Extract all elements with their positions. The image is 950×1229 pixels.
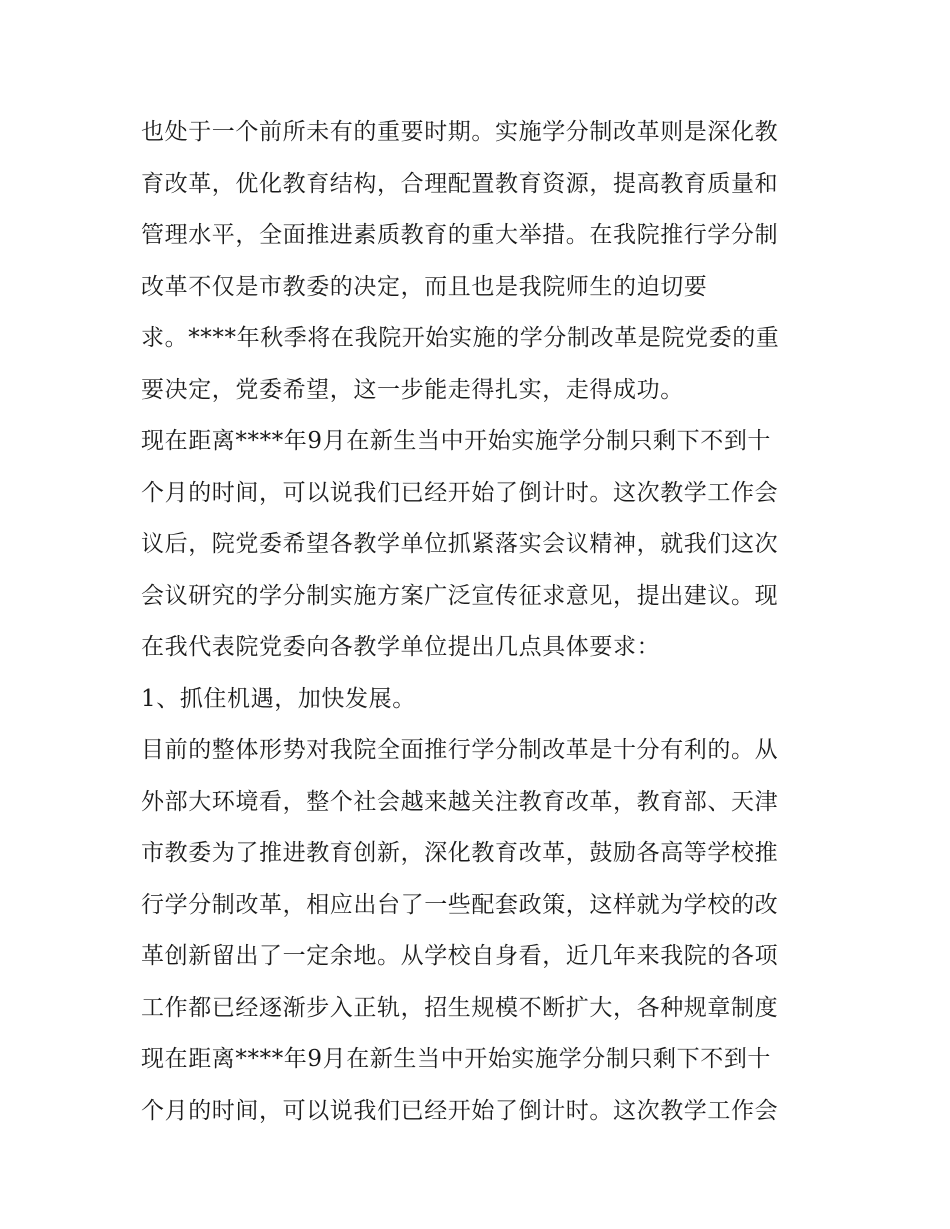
- text-line: 管理水平，全面推进素质教育的重大举措。在我院推行学分制: [141, 222, 779, 248]
- text-line: 个月的时间，可以说我们已经开始了倒计时。这次教学工作会: [141, 1097, 779, 1124]
- text-line: 改革不仅是市教委的决定，而且也是我院师生的迫切要: [141, 273, 708, 300]
- text-line: 工作都已经逐渐步入正轨，招生规模不断扩大，各种规章制度: [141, 994, 779, 1021]
- text-line: 外部大环境看，整个社会越来越关注教育改革，教育部、天津: [141, 788, 779, 815]
- text-line: 议后，院党委希望各教学单位抓紧落实会议精神，就我们这次: [141, 531, 779, 557]
- text-line: 会议研究的学分制实施方案广泛宣传征求意见，提出建议。现: [141, 582, 779, 609]
- section-heading: 1、抓住机遇，加快发展。: [141, 685, 416, 712]
- document-body: [141, 107, 813, 1137]
- text-line: 求。****年秋季将在我院开始实施的学分制改革是院党委的重: [141, 325, 780, 351]
- text-line: 在我代表院党委向各教学单位提出几点具体要求：: [141, 634, 661, 660]
- text-line: 个月的时间，可以说我们已经开始了倒计时。这次教学工作会: [141, 479, 779, 506]
- text-line: 革创新留出了一定余地。从学校自身看，近几年来我院的各项: [141, 943, 779, 969]
- text-line: 也处于一个前所未有的重要时期。实施学分制改革则是深化教: [141, 119, 779, 145]
- text-line: 育改革，优化教育结构，合理配置教育资源，提高教育质量和: [141, 170, 779, 197]
- text-line: 现在距离****年9月在新生当中开始实施学分制只剩下不到十: [141, 428, 772, 454]
- text-line: 要决定，党委希望，这一步能走得扎实，走得成功。: [141, 376, 684, 403]
- text-line: 市教委为了推进教育创新，深化教育改革，鼓励各高等学校推: [141, 840, 779, 866]
- text-line: 现在距离****年9月在新生当中开始实施学分制只剩下不到十: [141, 1046, 772, 1072]
- text-line: 目前的整体形势对我院全面推行学分制改革是十分有利的。从: [141, 737, 779, 763]
- text-line: 行学分制改革，相应出台了一些配套政策，这样就为学校的改: [141, 891, 779, 918]
